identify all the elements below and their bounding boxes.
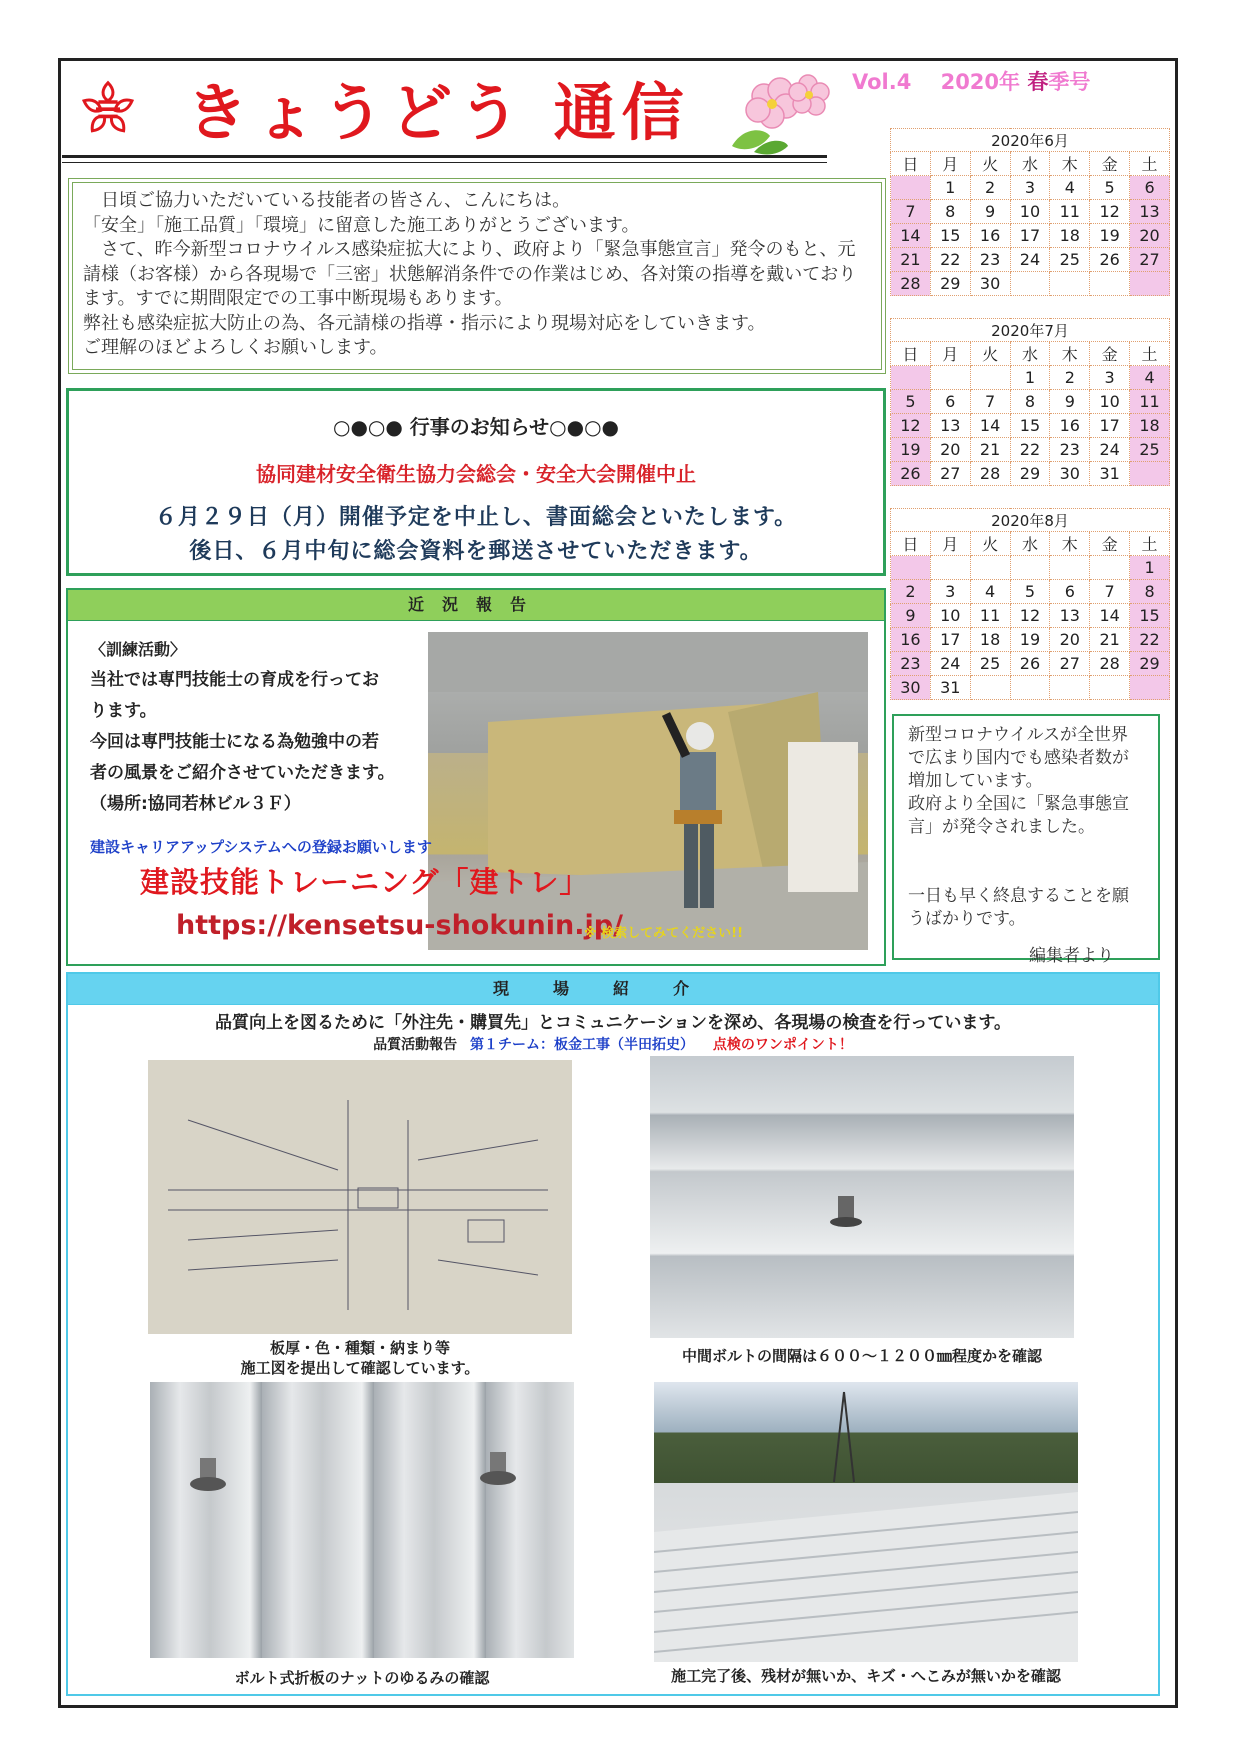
training-photo-art (428, 632, 868, 950)
calendar-day: 9 (1050, 390, 1090, 414)
calendar-day (891, 176, 931, 200)
calendar-month (890, 318, 1170, 486)
calendar-weekday: 火 (970, 532, 1010, 556)
calendar-day: 24 (1010, 248, 1050, 272)
calendar-weekday: 日 (891, 152, 931, 176)
calendar-day: 15 (930, 224, 970, 248)
event-body (69, 501, 883, 569)
calendar-day: 26 (1090, 248, 1130, 272)
calendar-day (1130, 462, 1170, 486)
calendar-day: 16 (1050, 414, 1090, 438)
issue-label (852, 66, 1090, 96)
calendar-day (930, 556, 970, 580)
calendar-day: 2 (1050, 366, 1090, 390)
season-suffix: 季号 (1048, 70, 1091, 94)
calendar-caption: 2020年8月 (891, 509, 1170, 532)
calendar-day: 17 (930, 628, 970, 652)
calendar-weekday: 木 (1050, 532, 1090, 556)
calendar-caption: 2020年6月 (891, 129, 1170, 152)
calendar-day: 14 (891, 224, 931, 248)
calendar-day: 25 (1050, 248, 1090, 272)
completion-caption: 施工完了後、残材が無いか、キズ・へこみが無いかを確認 (671, 1667, 1061, 1685)
calendar-day: 29 (930, 272, 970, 296)
calendar-day: 5 (1090, 176, 1130, 200)
calendar-day: 27 (1050, 652, 1090, 676)
calendar-day (1050, 676, 1090, 700)
calendar-day: 19 (1090, 224, 1130, 248)
news-text (90, 634, 420, 820)
calendar-day: 11 (1130, 390, 1170, 414)
calendar-caption: 2020年7月 (891, 319, 1170, 342)
search-note: ※ 検索してみてください!! (584, 926, 744, 941)
calendar-day: 27 (1130, 248, 1170, 272)
greeting-line: さて、昨今新型コロナウイルス感染症拡大により、政府より「緊急事態宣言」発令のもと、元請様（お客様）から各現場で「三密」状態解消条件での作業はじめ、各対策の指導を戴いております。すでに期間限定での工事中断現場もあります。 (83, 239, 857, 309)
calendar-weekday: 日 (891, 342, 931, 366)
calendar-day (1090, 676, 1130, 700)
calendar-weekday: 水 (1010, 532, 1050, 556)
calendar-day: 8 (1130, 580, 1170, 604)
event-line: ６月２９日（月）開催予定を中止し、書面総会といたします。 (154, 505, 798, 530)
training-photo (428, 632, 868, 950)
calendar-day: 21 (970, 438, 1010, 462)
drawing-art (148, 1060, 572, 1334)
calendar-day: 29 (1130, 652, 1170, 676)
calendar-day: 7 (970, 390, 1010, 414)
greeting-box (68, 178, 886, 374)
calendar-weekday: 土 (1130, 152, 1170, 176)
calendar-day: 6 (1130, 176, 1170, 200)
volume-number: Vol.4 (852, 70, 912, 94)
calendar-day: 13 (1050, 604, 1090, 628)
completed-roof-photo (654, 1382, 1078, 1662)
calendar-day: 3 (1010, 176, 1050, 200)
title-rule-thin (62, 162, 827, 163)
calendar-day: 9 (970, 200, 1010, 224)
calendar-day: 5 (891, 390, 931, 414)
calendar-day: 10 (1090, 390, 1130, 414)
calendar-day: 11 (970, 604, 1010, 628)
greeting-line: ご理解のほどよろしくお願いします。 (83, 337, 388, 358)
editor-line: 新型コロナウイルスが全世界で広まり国内でも感染者数が増加しています。 (908, 725, 1129, 791)
calendar-day: 8 (930, 200, 970, 224)
calendar-weekday: 日 (891, 532, 931, 556)
cherry-blossom-icon (724, 66, 834, 156)
calendar-month (890, 128, 1170, 296)
calendar-day (1050, 556, 1090, 580)
calendar-day: 3 (930, 580, 970, 604)
calendar-day (930, 366, 970, 390)
calendar-day: 22 (930, 248, 970, 272)
training-title: 建設技能トレーニング「建トレ」 (140, 865, 590, 899)
editor-line (908, 839, 1144, 862)
calendar-day: 1 (1130, 556, 1170, 580)
calendar-weekday: 水 (1010, 152, 1050, 176)
calendar-day (891, 556, 931, 580)
calendar-day: 2 (970, 176, 1010, 200)
calendar-day (1050, 272, 1090, 296)
editor-line: 一日も早く終息することを願うばかりです。 (908, 886, 1129, 929)
calendar-weekday: 水 (1010, 342, 1050, 366)
calendar-day: 14 (970, 414, 1010, 438)
calendar-day (1130, 272, 1170, 296)
calendar-day: 21 (1090, 628, 1130, 652)
calendar-day: 7 (1090, 580, 1130, 604)
calendar-day: 30 (970, 272, 1010, 296)
calendar-day: 13 (1130, 200, 1170, 224)
calendar-day (1010, 676, 1050, 700)
calendar-day: 2 (891, 580, 931, 604)
bolt-interval-caption: 中間ボルトの間隔は６００～１２００㎜程度かを確認 (681, 1347, 1042, 1365)
site-section-header: 現場紹介 (68, 974, 1158, 1005)
calendar-weekday: 土 (1130, 532, 1170, 556)
greeting-line: 「安全」「施工品質」「環境」に留意した施工ありがとうございます。 (83, 214, 640, 236)
editor-note (892, 714, 1160, 966)
calendar-day: 20 (1050, 628, 1090, 652)
calendar-day: 1 (930, 176, 970, 200)
calendar-day: 26 (891, 462, 931, 486)
quality-report-label: 品質活動報告 (373, 1037, 458, 1053)
calendar-weekday: 火 (970, 342, 1010, 366)
issue-year: 2020年 (940, 70, 1021, 94)
calendar-day (1090, 272, 1130, 296)
calendar-day: 23 (891, 652, 931, 676)
site-lead: 品質向上を図るために「外注先・購買先」とコミュニケーションを深め、各現場の検査を行っています。 (215, 1013, 1011, 1033)
calendar-day: 15 (1130, 604, 1170, 628)
calendar-day: 19 (1010, 628, 1050, 652)
season-mark: 春 (1027, 70, 1049, 94)
calendar-weekday: 火 (970, 152, 1010, 176)
calendar-day: 23 (1050, 438, 1090, 462)
calendar-day: 31 (1090, 462, 1130, 486)
event-line: 後日、６月中旬に総会資料を郵送させていただきます。 (189, 539, 763, 564)
event-subheading: 協同建材安全衛生協力会総会・安全大会開催中止 (256, 462, 696, 486)
calendar-day: 18 (970, 628, 1010, 652)
calendar-day: 12 (1090, 200, 1130, 224)
calendar-day: 25 (1130, 438, 1170, 462)
title-rule (62, 155, 827, 158)
calendar-day: 30 (891, 676, 931, 700)
calendar-day: 4 (1130, 366, 1170, 390)
calendar-weekday: 月 (930, 152, 970, 176)
registration-notice: 建設キャリアアップシステムへの登録お願いします (90, 838, 432, 856)
drawing-caption-line: 施工図を提出して確認しています。 (240, 1359, 480, 1377)
greeting-line: 弊社も感染症拡大防止の為、各元請様の指導・指示により現場対応をしていきます。 (83, 312, 766, 334)
calendar-day: 6 (930, 390, 970, 414)
calendar-day: 24 (930, 652, 970, 676)
calendar-day: 7 (891, 200, 931, 224)
editor-signature: 編集者より (1029, 946, 1114, 966)
bolt-art (650, 1056, 1074, 1338)
team-label: 第１チーム：板金工事（半田拓史） (470, 1037, 694, 1053)
calendar-weekday: 金 (1090, 532, 1130, 556)
nut-art (150, 1382, 574, 1658)
calendar-day: 22 (1130, 628, 1170, 652)
calendar-day: 23 (970, 248, 1010, 272)
calendar-day: 24 (1090, 438, 1130, 462)
calendar-day: 13 (930, 414, 970, 438)
construction-drawing-photo (148, 1060, 572, 1334)
calendar-day: 6 (1050, 580, 1090, 604)
calendar-day: 11 (1050, 200, 1090, 224)
calendar-day: 28 (1090, 652, 1130, 676)
calendar-day: 20 (930, 438, 970, 462)
nut-check-caption: ボルト式折板のナットのゆるみの確認 (234, 1669, 490, 1687)
calendar-weekday: 木 (1050, 342, 1090, 366)
calendar-day: 18 (1130, 414, 1170, 438)
one-point-label: 点検のワンポイント！ (712, 1037, 853, 1053)
cherry-blossom-logo-icon (78, 78, 138, 138)
drawing-caption (148, 1338, 572, 1378)
calendar-day: 26 (1010, 652, 1050, 676)
calendar-day: 31 (930, 676, 970, 700)
calendar-day: 28 (891, 272, 931, 296)
quality-report-line (66, 1034, 1160, 1054)
calendar-day: 5 (1010, 580, 1050, 604)
drawing-caption-line: 板厚・色・種類・納まり等 (269, 1339, 450, 1357)
calendar-day: 16 (891, 628, 931, 652)
calendar-day: 16 (970, 224, 1010, 248)
calendar-day: 15 (1010, 414, 1050, 438)
calendar-day: 10 (1010, 200, 1050, 224)
calendar-month (890, 508, 1170, 700)
calendar-weekday: 金 (1090, 342, 1130, 366)
news-line: ります。 (90, 701, 157, 721)
news-line: 今回は専門技能士になる為勉強中の若 (90, 732, 379, 752)
news-section-header: 近況報告 (68, 590, 884, 621)
calendar-day (970, 676, 1010, 700)
calendar-day: 18 (1050, 224, 1090, 248)
calendar-day (970, 366, 1010, 390)
news-line: 者の風景をご紹介させていただきます。 (90, 763, 395, 783)
calendar-weekday: 土 (1130, 342, 1170, 366)
calendar-day: 28 (970, 462, 1010, 486)
roof-art (654, 1382, 1078, 1662)
news-line: 当社では専門技能士の育成を行ってお (90, 670, 379, 690)
calendar-day (1090, 556, 1130, 580)
calendar-day: 4 (970, 580, 1010, 604)
calendar-day: 12 (1010, 604, 1050, 628)
training-url-link[interactable]: https://kensetsu-shokunin.jp/ (176, 910, 623, 941)
calendar-day (1010, 556, 1050, 580)
calendar-day (1130, 676, 1170, 700)
nut-check-photo (150, 1382, 574, 1658)
news-line: （場所:協同若林ビル３Ｆ） (90, 794, 301, 814)
calendar-weekday: 月 (930, 342, 970, 366)
calendar-day: 29 (1010, 462, 1050, 486)
event-notice (66, 388, 886, 576)
calendar-day: 4 (1050, 176, 1090, 200)
calendar-day: 22 (1010, 438, 1050, 462)
calendar-weekday: 月 (930, 532, 970, 556)
calendar-day: 17 (1010, 224, 1050, 248)
editor-line: 政府より全国に「緊急事態宣言」が発令されました。 (908, 794, 1129, 837)
bolt-interval-photo (650, 1056, 1074, 1338)
greeting-line: 日頃ご協力いただいている技能者の皆さん、こんにちは。 (101, 190, 571, 211)
calendar-day: 27 (930, 462, 970, 486)
calendar-day: 20 (1130, 224, 1170, 248)
calendar-day: 19 (891, 438, 931, 462)
calendar-day: 8 (1010, 390, 1050, 414)
calendar-day: 9 (891, 604, 931, 628)
calendar-day: 21 (891, 248, 931, 272)
event-heading: ○●○● 行事のお知らせ○●○● (333, 415, 619, 439)
calendar-day: 25 (970, 652, 1010, 676)
activity-label: 〈訓練活動〉 (90, 640, 187, 659)
calendar-day (970, 556, 1010, 580)
calendar-day: 17 (1090, 414, 1130, 438)
calendar-day: 3 (1090, 366, 1130, 390)
calendar-day: 12 (891, 414, 931, 438)
calendar-day: 1 (1010, 366, 1050, 390)
calendar-weekday: 木 (1050, 152, 1090, 176)
newsletter-title: きょうどう 通信 (186, 76, 690, 149)
calendar-day: 10 (930, 604, 970, 628)
calendar-day: 30 (1050, 462, 1090, 486)
calendar-day (891, 366, 931, 390)
calendar-weekday: 金 (1090, 152, 1130, 176)
calendar-day (1010, 272, 1050, 296)
calendar-day: 14 (1090, 604, 1130, 628)
